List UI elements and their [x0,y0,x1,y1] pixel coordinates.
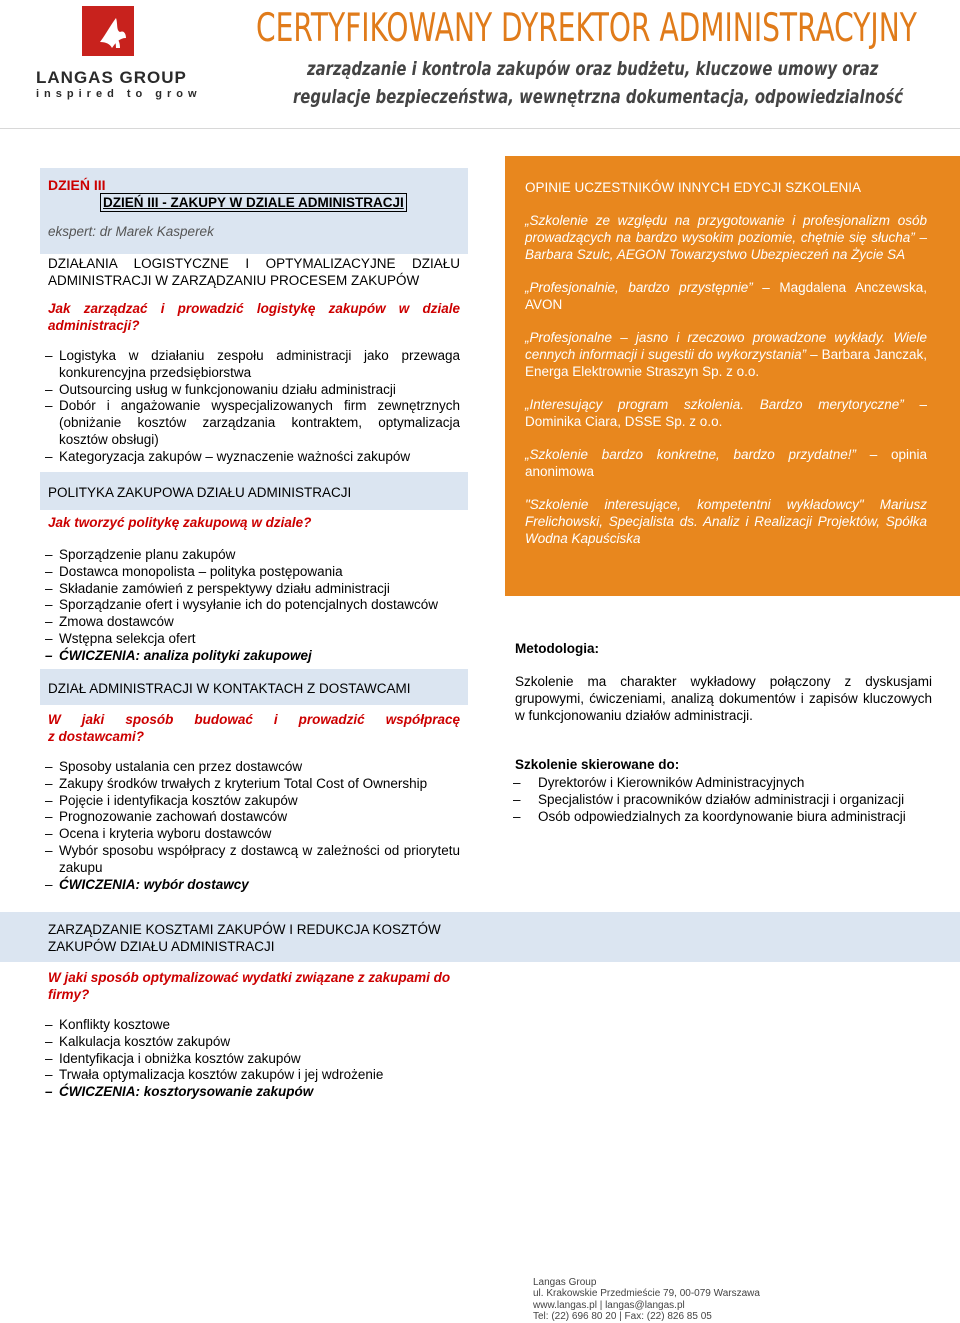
opinion-author: – Magdalena Anczewska, AVON [525,280,927,312]
expert-name: ekspert: dr Marek Kasperek [48,224,214,239]
list-item: – Wstępna selekcja ofert [47,631,460,648]
opinion-item [525,496,927,547]
list-item: – Prognozowanie zachowań dostawców [47,809,460,826]
section4-question-line2: firmy? [48,987,90,1002]
section1-list [47,348,460,466]
opinion-author: – Barbara Janczak, Energa Elektrownie Straszyn Sp. z o.o. [525,347,927,379]
opinion-quote: „Profesjonalnie, bardzo przystępnie” [525,280,753,295]
opinion-item [525,212,927,263]
list-item: – Sporządzenie planu zakupów [47,547,460,564]
section1-question-line1: Jak zarządzać i prowadzić logistykę zakupów w dziale [48,301,460,316]
opinion-quote: "Szkolenie interesujące, kompetentni wykładowcy" Mariusz Frelichowski, Specjalista ds. Analiz i Realizacji Projektów, Spółka Wodna Kapuściska [525,497,927,546]
list-item: – Dyrektorów i Kierowników Administracyjnych [515,775,935,792]
section3-question [48,711,460,745]
list-item: – Kalkulacja kosztów zakupów [47,1034,460,1051]
header-divider [0,128,960,129]
opinions-list [525,212,927,547]
opinion-item [525,279,927,313]
brand-name: LANGAS GROUP [36,68,187,87]
section1-heading-line2: ADMINISTRACJI W ZARZĄDZANIU PROCESEM ZAKUPÓW [48,273,420,288]
list-item: – Sposoby ustalania cen przez dostawców [47,759,460,776]
section1-question [48,300,460,334]
opinion-quote: „Szkolenie bardzo konkretne, bardzo przydatne!” [525,447,857,462]
day-label: DZIEŃ III [48,177,106,193]
methodology-heading: Metodologia: [515,641,599,656]
section3-question-line1: W jaki sposób budować i prowadzić współpracę [48,712,460,727]
footer-web: www.langas.pl | langas@langas.pl [533,1299,685,1311]
opinion-author: – Dominika Ciara, DSSE Sp. z o.o. [525,397,927,429]
opinion-item [525,446,927,480]
section1-question-line2: administracji? [48,318,140,333]
list-item: – Identyfikacja i obniżka kosztów zakupów [47,1051,460,1068]
opinion-author: – opinia anonimowa [525,447,927,479]
list-item: – Dostawca monopolista – polityka postępowania [47,564,460,581]
list-item: – Osób odpowiedzialnych za koordynowanie biura administracji [515,809,935,826]
bird-logo-icon [96,12,130,52]
section4-heading-line1: ZARZĄDZANIE KOSZTAMI ZAKUPÓW I REDUKCJA KOSZTÓW [48,922,441,937]
list-item: – Specjalistów i pracowników działów administracji i organizacji [515,792,935,809]
exercise-text: : wybór dostawcy [135,876,249,892]
section3-list [47,759,460,893]
section1-heading [48,255,460,289]
list-item: – Zmowa dostawców [47,614,460,631]
section1-heading-line1: DZIAŁANIA LOGISTYCZNE I OPTYMALIZACYJNE DZIAŁU [48,256,460,271]
list-item: – Wybór sposobu współpracy z dostawcą w zależności od priorytetu zakupu [47,843,460,877]
opinion-quote: „Profesjonalne – jasno i rzeczowo prowadzone wykłady. Wiele cennych informacji i sugestii do wykorzystania” [525,330,927,362]
day-heading: DZIEŃ III - ZAKUPY W DZIALE ADMINISTRACJI [100,193,407,212]
opinion-quote: „Szkolenie ze względu na przygotowanie i profesjonalizm osób prowadzących na bardzo wysokim poziomie, chętnie się słucha” [525,213,927,245]
footer-phone: Tel: (22) 696 80 20 | Fax: (22) 826 85 05 [533,1310,712,1322]
list-item: – Ocena i kryteria wyboru dostawców [47,826,460,843]
list-item: – Sporządzanie ofert i wysyłanie ich do potencjalnych dostawców [47,597,460,614]
footer-contact [533,1277,760,1322]
section3-question-line2: z dostawcami? [48,729,145,744]
exercise-item: – ĆWICZENIA: kosztorysowanie zakupów [47,1084,460,1101]
subtitle-line-2: regulacje bezpieczeństwa, wewnętrzna dokumentacja, odpowiedzialność [293,86,903,108]
list-item: – Logistyka w działaniu zespołu administracji jako przewaga konkurencyjna przedsiębiorstwa [47,348,460,382]
opinion-item [525,396,927,430]
section4-question [48,969,450,1003]
list-item: – Trwała optymalizacja kosztów zakupów i jej wdrożenie [47,1067,460,1084]
audience-list [515,775,935,825]
opinion-item [525,329,927,380]
exercise-item [47,877,460,894]
section3-heading: DZIAŁ ADMINISTRACJI W KONTAKTACH Z DOSTAWCAMI [48,681,411,696]
list-item: – Kategoryzacja zakupów – wyznaczenie ważności zakupów [47,449,460,466]
brand-tagline: inspired to grow [36,88,202,100]
list-item: – Outsourcing usług w funkcjonowaniu działu administracji [47,382,460,399]
audience-heading: Szkolenie skierowane do: [515,757,680,772]
section2-list [47,547,460,665]
opinion-author: – Barbara Szulc, AEGON Towarzystwo Ubezpieczeń na Życie SA [525,230,927,262]
section4-question-line1: W jaki sposób optymalizować wydatki związane z zakupami do [48,970,451,985]
list-item: – Konflikty kosztowe [47,1017,460,1034]
subtitle-line-1: zarządzanie i kontrola zakupów oraz budżetu, kluczowe umowy oraz [307,58,879,80]
section4-list [47,1017,460,1101]
section4-heading-line2: ZAKUPÓW DZIAŁU ADMINISTRACJI [48,939,275,954]
section2-heading: POLITYKA ZAKUPOWA DZIAŁU ADMINISTRACJI [48,485,352,500]
exercise-item: – ĆWICZENIA: analiza polityki zakupowej [47,648,460,665]
page-title: CERTYFIKOWANY DYREKTOR ADMINISTRACYJNY [256,6,917,51]
footer-address: ul. Krakowskie Przedmieście 79, 00-079 Warszawa [533,1288,760,1300]
list-item: – Pojęcie i identyfikacja kosztów zakupów [47,793,460,810]
exercise-label: ĆWICZENIA [59,876,136,892]
list-item: – Dobór i angażowanie wyspecjalizowanych firm zewnętrznych (obniżanie kosztów zarządzania kontraktem, optymalizacja kosztów obsługi) [47,398,460,448]
opinions-heading: OPINIE UCZESTNIKÓW INNYCH EDYCJI SZKOLENIA [525,180,862,195]
list-item: – Zakupy środków trwałych z kryterium Total Cost of Ownership [47,776,460,793]
list-item: – Składanie zamówień z perspektywy działu administracji [47,581,460,598]
section2-question: Jak tworzyć politykę zakupową w dziale? [48,515,312,530]
footer-company: Langas Group [533,1277,597,1288]
opinion-quote: „Interesujący program szkolenia. Bardzo merytoryczne” [525,397,904,412]
methodology-text: Szkolenie ma charakter wykładowy połączony z dyskusjami grupowymi, ćwiczeniami, analizą dokumentów i zapisów kluczowych w funkcjonowaniu działów administracji. [515,674,932,723]
section4-heading [48,921,441,955]
